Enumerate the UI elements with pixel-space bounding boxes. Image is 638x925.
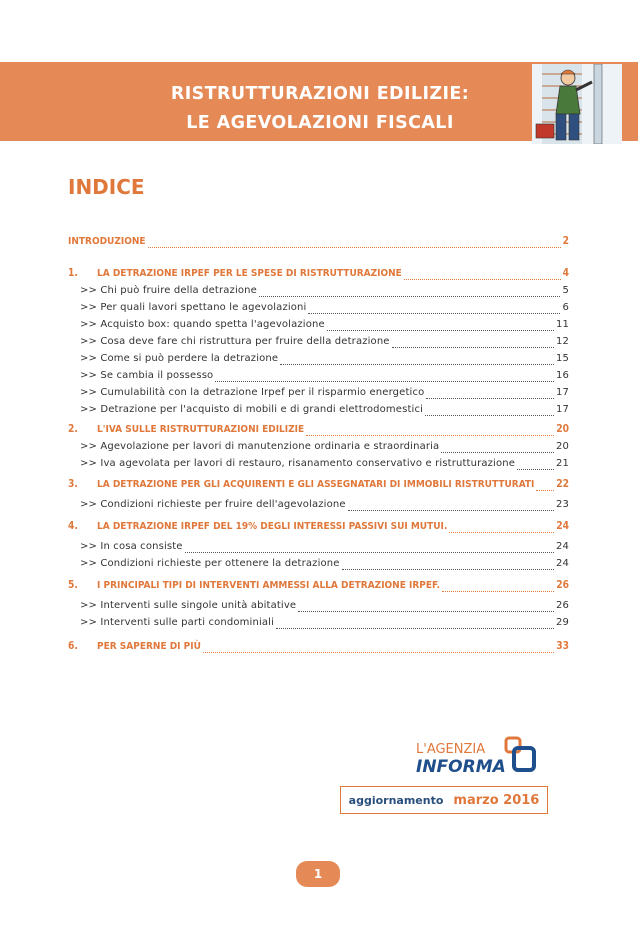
toc-entry-number: 3. (68, 479, 78, 490)
toc-section-entry[interactable] (68, 498, 569, 511)
toc-section-entry[interactable] (68, 335, 569, 348)
toc-entry-title: >> Se cambia il possesso (80, 370, 214, 381)
toc-entry-title: L'IVA SULLE RISTRUTTURAZIONI EDILIZIE (97, 424, 305, 435)
toc-entry-page: 20 (555, 441, 569, 452)
toc-dot-leader (259, 287, 561, 297)
toc-entry-page: 20 (556, 424, 569, 435)
toc-section-entry[interactable] (68, 599, 569, 612)
toc-section-entry[interactable] (68, 440, 569, 453)
toc-entry-page: 5 (562, 285, 569, 296)
toc-entry-title: LA DETRAZIONE IRPEF PER LE SPESE DI RISTRUTTURAZIONE (97, 268, 402, 279)
toc-dot-leader (441, 443, 554, 453)
agenzia-informa-logo (412, 736, 542, 780)
toc-entry-title: >> Interventi sulle parti condominiali (80, 617, 275, 628)
toc-entry-page: 15 (555, 353, 569, 364)
toc-chapter-entry[interactable] (68, 267, 569, 280)
toc-section-entry[interactable] (68, 403, 569, 416)
toc-entry-page: 2 (562, 236, 569, 247)
toc-section-entry[interactable] (68, 457, 569, 470)
toc-entry-title: LA DETRAZIONE PER GLI ACQUIRENTI E GLI ASSEGNATARI DI IMMOBILI RISTRUTTURATI (97, 479, 535, 490)
toc-entry-title: >> Acquisto box: quando spetta l'agevolazione (80, 319, 325, 330)
toc-entry-title: >> Iva agevolata per lavori di restauro, risanamento conservativo e ristrutturazione (80, 458, 516, 469)
toc-entry-title: INTRODUZIONE (68, 236, 146, 247)
toc-entry-page: 12 (555, 336, 569, 347)
toc-chapter-entry[interactable] (68, 640, 569, 653)
worker-illustration-icon (532, 64, 622, 144)
toc-entry-number: 1. (68, 268, 78, 279)
toc-dot-leader (425, 406, 554, 416)
toc-dot-leader (536, 481, 554, 491)
toc-entry-title: PER SAPERNE DI PIÙ (97, 641, 201, 652)
logo-text-line1: L'AGENZIA (416, 742, 486, 757)
toc-dot-leader (449, 523, 554, 533)
toc-section-entry[interactable] (68, 352, 569, 365)
toc-entry-page: 11 (555, 319, 569, 330)
toc-dot-leader (348, 501, 554, 511)
toc-entry-page: 16 (555, 370, 569, 381)
toc-entry-title: >> In cosa consiste (80, 541, 183, 552)
toc-dot-leader (442, 582, 554, 592)
toc-dot-leader (148, 238, 561, 248)
toc-entry-number: 2. (68, 424, 78, 435)
toc-dot-leader (276, 619, 554, 629)
toc-entry-page: 17 (555, 387, 569, 398)
toc-chapter-entry[interactable] (68, 478, 569, 491)
toc-dot-leader (298, 602, 554, 612)
toc-entry-page: 26 (556, 580, 569, 591)
toc-dot-leader (517, 460, 554, 470)
toc-entry-title: >> Cumulabilità con la detrazione Irpef per il risparmio energetico (80, 387, 425, 398)
toc-entry-page: 17 (555, 404, 569, 415)
toc-entry-title: >> Come si può perdere la detrazione (80, 353, 279, 364)
toc-dot-leader (426, 389, 554, 399)
toc-section-entry[interactable] (68, 616, 569, 629)
toc-entry-title: I PRINCIPALI TIPI DI INTERVENTI AMMESSI ALLA DETRAZIONE IRPEF. (97, 580, 441, 591)
toc-entry-title: >> Condizioni richieste per ottenere la detrazione (80, 558, 340, 569)
toc-dot-leader (280, 355, 554, 365)
toc-section-entry[interactable] (68, 540, 569, 553)
toc-section-entry[interactable] (68, 386, 569, 399)
toc-entry-page: 23 (555, 499, 569, 510)
toc-dot-leader (308, 304, 560, 314)
toc-entry-page: 33 (556, 641, 569, 652)
toc-dot-leader (342, 560, 554, 570)
toc-chapter-entry[interactable] (68, 579, 569, 592)
toc-entry-number: 5. (68, 580, 78, 591)
toc-dot-leader (203, 643, 554, 653)
page-number: 1 (296, 861, 340, 887)
toc-entry-page: 4 (562, 268, 569, 279)
index-heading: INDICE (68, 175, 145, 199)
toc-entry-page: 6 (562, 302, 569, 313)
document-title-line2: LE AGEVOLAZIONI FISCALI (186, 113, 454, 133)
toc-entry-page: 29 (555, 617, 569, 628)
toc-entry-title: >> Agevolazione per lavori di manutenzione ordinaria e straordinaria (80, 441, 440, 452)
update-date: marzo 2016 (453, 792, 540, 808)
toc-dot-leader (215, 372, 554, 382)
toc-entry-page: 24 (555, 541, 569, 552)
toc-chapter-entry[interactable] (68, 423, 569, 436)
toc-entry-page: 22 (556, 479, 569, 490)
document-title-line1: RISTRUTTURAZIONI EDILIZIE: (170, 84, 470, 104)
toc-entry-number: 4. (68, 521, 78, 532)
toc-entry-page: 24 (556, 521, 569, 532)
toc-entry-number: 6. (68, 641, 78, 652)
update-label: aggiornamento (348, 793, 444, 807)
toc-entry-title: >> Per quali lavori spettano le agevolazioni (80, 302, 307, 313)
toc-section-entry[interactable] (68, 318, 569, 331)
toc-entry-page: 26 (555, 600, 569, 611)
toc-section-entry[interactable] (68, 557, 569, 570)
toc-chapter-entry[interactable] (68, 235, 569, 248)
toc-entry-page: 21 (555, 458, 569, 469)
toc-dot-leader (327, 321, 554, 331)
toc-dot-leader (404, 270, 561, 280)
toc-entry-title: >> Cosa deve fare chi ristruttura per fruire della detrazione (80, 336, 390, 347)
toc-dot-leader (306, 426, 554, 436)
toc-section-entry[interactable] (68, 284, 569, 297)
toc-chapter-entry[interactable] (68, 520, 569, 533)
toc-entry-page: 24 (555, 558, 569, 569)
toc-dot-leader (392, 338, 554, 348)
toc-entry-title: >> Interventi sulle singole unità abitative (80, 600, 297, 611)
toc-entry-title: >> Chi può fruire della detrazione (80, 285, 257, 296)
logo-text-line2: INFORMA (416, 757, 506, 777)
toc-section-entry[interactable] (68, 301, 569, 314)
update-box (340, 786, 548, 814)
toc-dot-leader (185, 543, 554, 553)
toc-entry-title: >> Detrazione per l'acquisto di mobili e di grandi elettrodomestici (80, 404, 424, 415)
toc-entry-title: LA DETRAZIONE IRPEF DEL 19% DEGLI INTERESSI PASSIVI SUI MUTUI. (97, 521, 448, 532)
toc-entry-title: >> Condizioni richieste per fruire dell'agevolazione (80, 499, 346, 510)
toc-section-entry[interactable] (68, 369, 569, 382)
